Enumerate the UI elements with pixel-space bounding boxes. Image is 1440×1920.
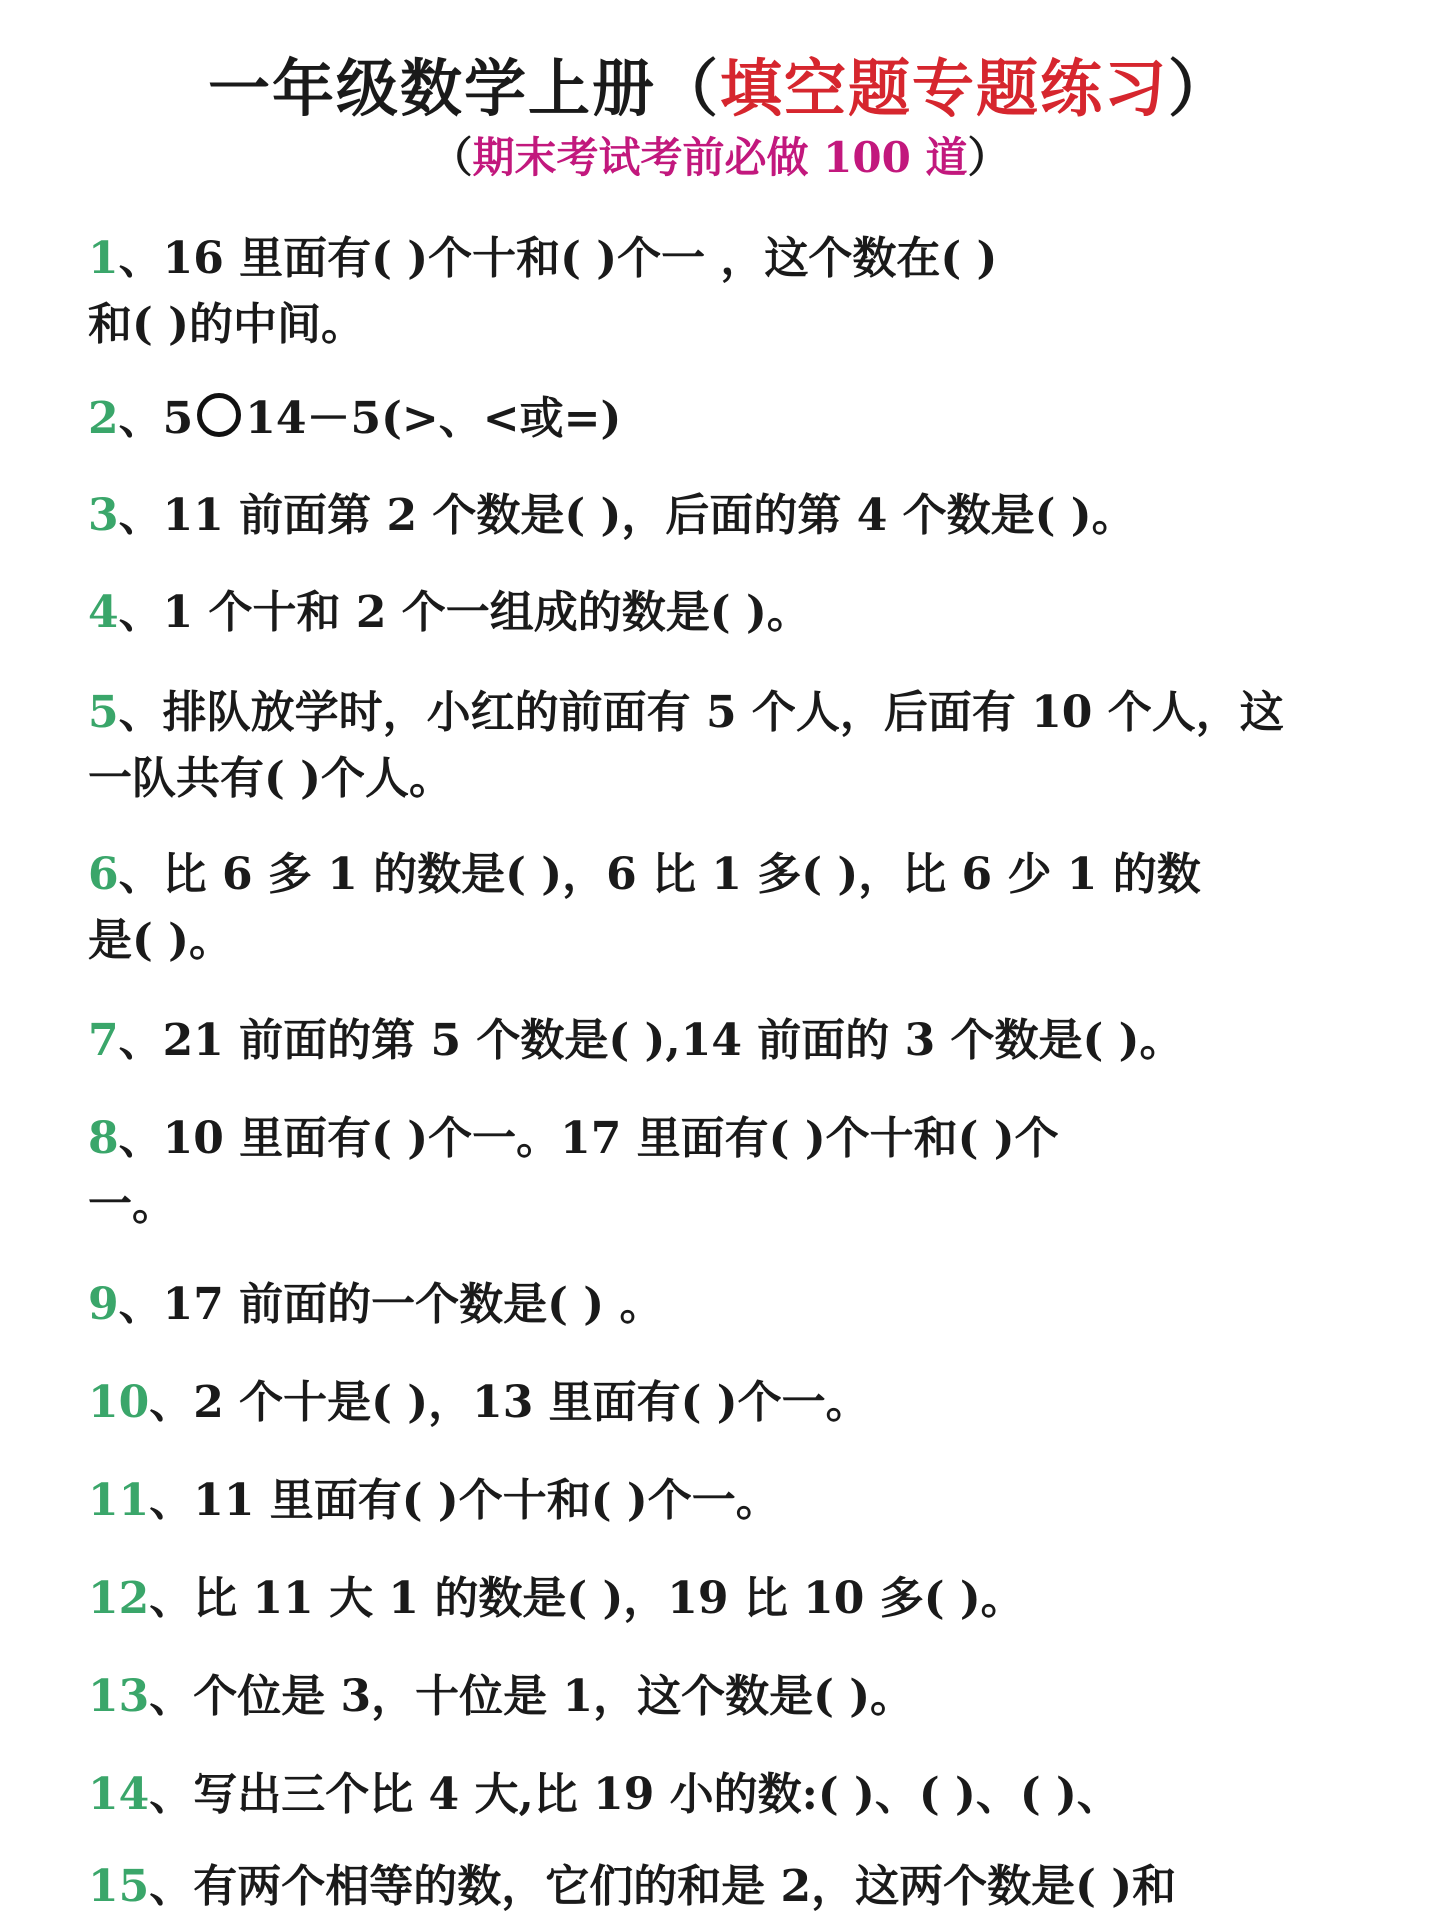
question-number: 7 bbox=[88, 1015, 119, 1066]
question-text-continued: 一。 bbox=[88, 1179, 176, 1230]
question-number: 4 bbox=[88, 587, 119, 638]
question-number: 10 bbox=[88, 1377, 150, 1428]
question-number: 2 bbox=[88, 393, 119, 444]
question-text: 、10 里面有( )个一。17 里面有( )个十和( )个 bbox=[118, 1113, 1059, 1164]
question-14 bbox=[88, 1762, 1350, 1828]
question-12 bbox=[88, 1566, 1350, 1632]
question-number: 1 bbox=[88, 233, 119, 284]
question-text-after-circle: 14－5(>、<或=) bbox=[245, 393, 622, 444]
question-text: 、2 个十是( )，13 里面有( )个一。 bbox=[149, 1377, 870, 1428]
question-number: 8 bbox=[88, 1113, 119, 1164]
question-13 bbox=[88, 1664, 1350, 1730]
title-prefix: 一年级数学上册（ bbox=[207, 52, 720, 125]
subtitle-open: （ bbox=[430, 133, 473, 182]
question-text: 、比 6 多 1 的数是( )，6 比 1 多( )，比 6 少 1 的数 bbox=[118, 849, 1201, 900]
question-3 bbox=[88, 483, 1350, 549]
question-text: 、个位是 3，十位是 1，这个数是( )。 bbox=[149, 1671, 915, 1722]
question-4 bbox=[88, 580, 1350, 646]
question-text: 、11 里面有( )个十和( )个一。 bbox=[149, 1475, 780, 1526]
question-text: 、16 里面有( )个十和( )个一 ，这个数在( ) bbox=[118, 233, 998, 284]
title-highlight: 填空题专题练习 bbox=[719, 52, 1168, 125]
question-9 bbox=[88, 1272, 1350, 1338]
question-8 bbox=[88, 1106, 1350, 1238]
subtitle-text: 期末考试考前必做 100 道 bbox=[472, 133, 968, 182]
page-title bbox=[0, 44, 1440, 134]
comparison-circle-blank[interactable] bbox=[197, 393, 241, 437]
question-number: 11 bbox=[88, 1475, 150, 1526]
question-text-before-circle: 、5 bbox=[118, 393, 194, 444]
question-text: 、有两个相等的数，它们的和是 2，这两个数是( )和 bbox=[149, 1861, 1177, 1912]
question-number: 13 bbox=[88, 1671, 150, 1722]
question-text: 、比 11 大 1 的数是( )，19 比 10 多( )。 bbox=[149, 1573, 1025, 1624]
question-text: 、排队放学时，小红的前面有 5 个人，后面有 10 个人，这 bbox=[118, 687, 1284, 738]
question-number: 6 bbox=[88, 849, 119, 900]
question-10 bbox=[88, 1370, 1350, 1436]
question-number: 12 bbox=[88, 1573, 150, 1624]
question-text-continued: 一队共有( )个人。 bbox=[88, 753, 453, 804]
title-suffix: ） bbox=[1168, 52, 1233, 125]
question-15 bbox=[88, 1854, 1350, 1920]
question-5 bbox=[88, 680, 1350, 812]
question-text-continued: 和( )的中间。 bbox=[88, 299, 365, 350]
question-text-continued: 是( )。 bbox=[88, 915, 233, 966]
subtitle-close: ） bbox=[967, 133, 1010, 182]
question-text: 、写出三个比 4 大,比 19 小的数:( )、( )、( )、 bbox=[149, 1769, 1121, 1820]
page-subtitle bbox=[0, 126, 1440, 190]
question-text: 、11 前面第 2 个数是( )，后面的第 4 个数是( )。 bbox=[118, 490, 1136, 541]
question-text: 、17 前面的一个数是( ) 。 bbox=[118, 1279, 664, 1330]
question-number: 5 bbox=[88, 687, 119, 738]
question-11 bbox=[88, 1468, 1350, 1534]
question-number: 15 bbox=[88, 1861, 150, 1912]
question-2 bbox=[88, 386, 1350, 452]
question-1 bbox=[88, 226, 1350, 358]
question-6 bbox=[88, 842, 1350, 974]
question-number: 9 bbox=[88, 1279, 119, 1330]
question-7 bbox=[88, 1008, 1350, 1074]
question-text: 、21 前面的第 5 个数是( ),14 前面的 3 个数是( )。 bbox=[118, 1015, 1184, 1066]
question-number: 3 bbox=[88, 490, 119, 541]
question-number: 14 bbox=[88, 1769, 150, 1820]
question-text: 、1 个十和 2 个一组成的数是( )。 bbox=[118, 587, 811, 638]
